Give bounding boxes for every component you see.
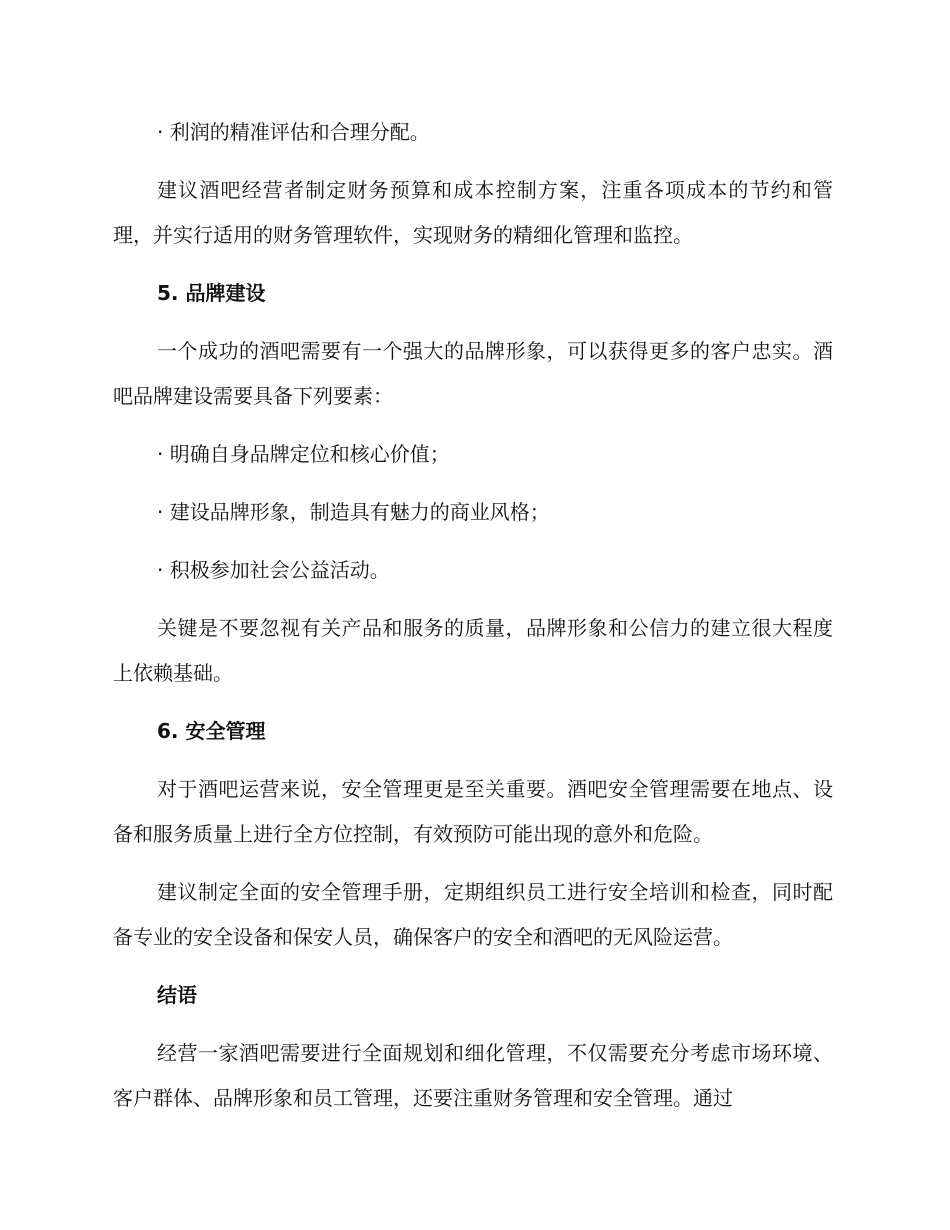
paragraph-safety-advice: 建议制定全面的安全管理手册，定期组织员工进行安全培训和检查，同时配备专业的安全设备和保安人员，确保客户的安全和酒吧的无风险运营。 bbox=[113, 880, 833, 949]
section-heading-conclusion: 结语 bbox=[157, 983, 197, 1007]
paragraph-conclusion: 经营一家酒吧需要进行全面规划和细化管理，不仅需要充分考虑市场环境、客户群体、品牌形象和员工管理，还要注重财务管理和安全管理。通过 bbox=[113, 1041, 833, 1110]
paragraph-safety-intro: 对于酒吧运营来说，安全管理更是至关重要。酒吧安全管理需要在地点、设备和服务质量上进行全方位控制，有效预防可能出现的意外和危险。 bbox=[113, 777, 833, 846]
bullet-brand-positioning: · 明确自身品牌定位和核心价值； bbox=[157, 442, 450, 466]
bullet-public-welfare: · 积极参加社会公益活动。 bbox=[157, 558, 390, 582]
document-page bbox=[113, 110, 833, 1134]
bullet-brand-image: · 建设品牌形象，制造具有魅力的商业风格； bbox=[157, 500, 550, 524]
section-heading-safety: 6. 安全管理 bbox=[157, 719, 266, 743]
bullet-profit-allocation: · 利润的精准评估和合理分配。 bbox=[157, 120, 430, 144]
paragraph-brand-quality: 关键是不要忽视有关产品和服务的质量，品牌形象和公信力的建立很大程度上依赖基础。 bbox=[113, 616, 833, 685]
section-heading-brand: 5. 品牌建设 bbox=[157, 281, 266, 305]
paragraph-finance-advice: 建议酒吧经营者制定财务预算和成本控制方案，注重各项成本的节约和管理，并实行适用的财务管理软件，实现财务的精细化管理和监控。 bbox=[113, 178, 833, 247]
paragraph-brand-intro: 一个成功的酒吧需要有一个强大的品牌形象，可以获得更多的客户忠实。酒吧品牌建设需要具备下列要素： bbox=[113, 339, 833, 408]
